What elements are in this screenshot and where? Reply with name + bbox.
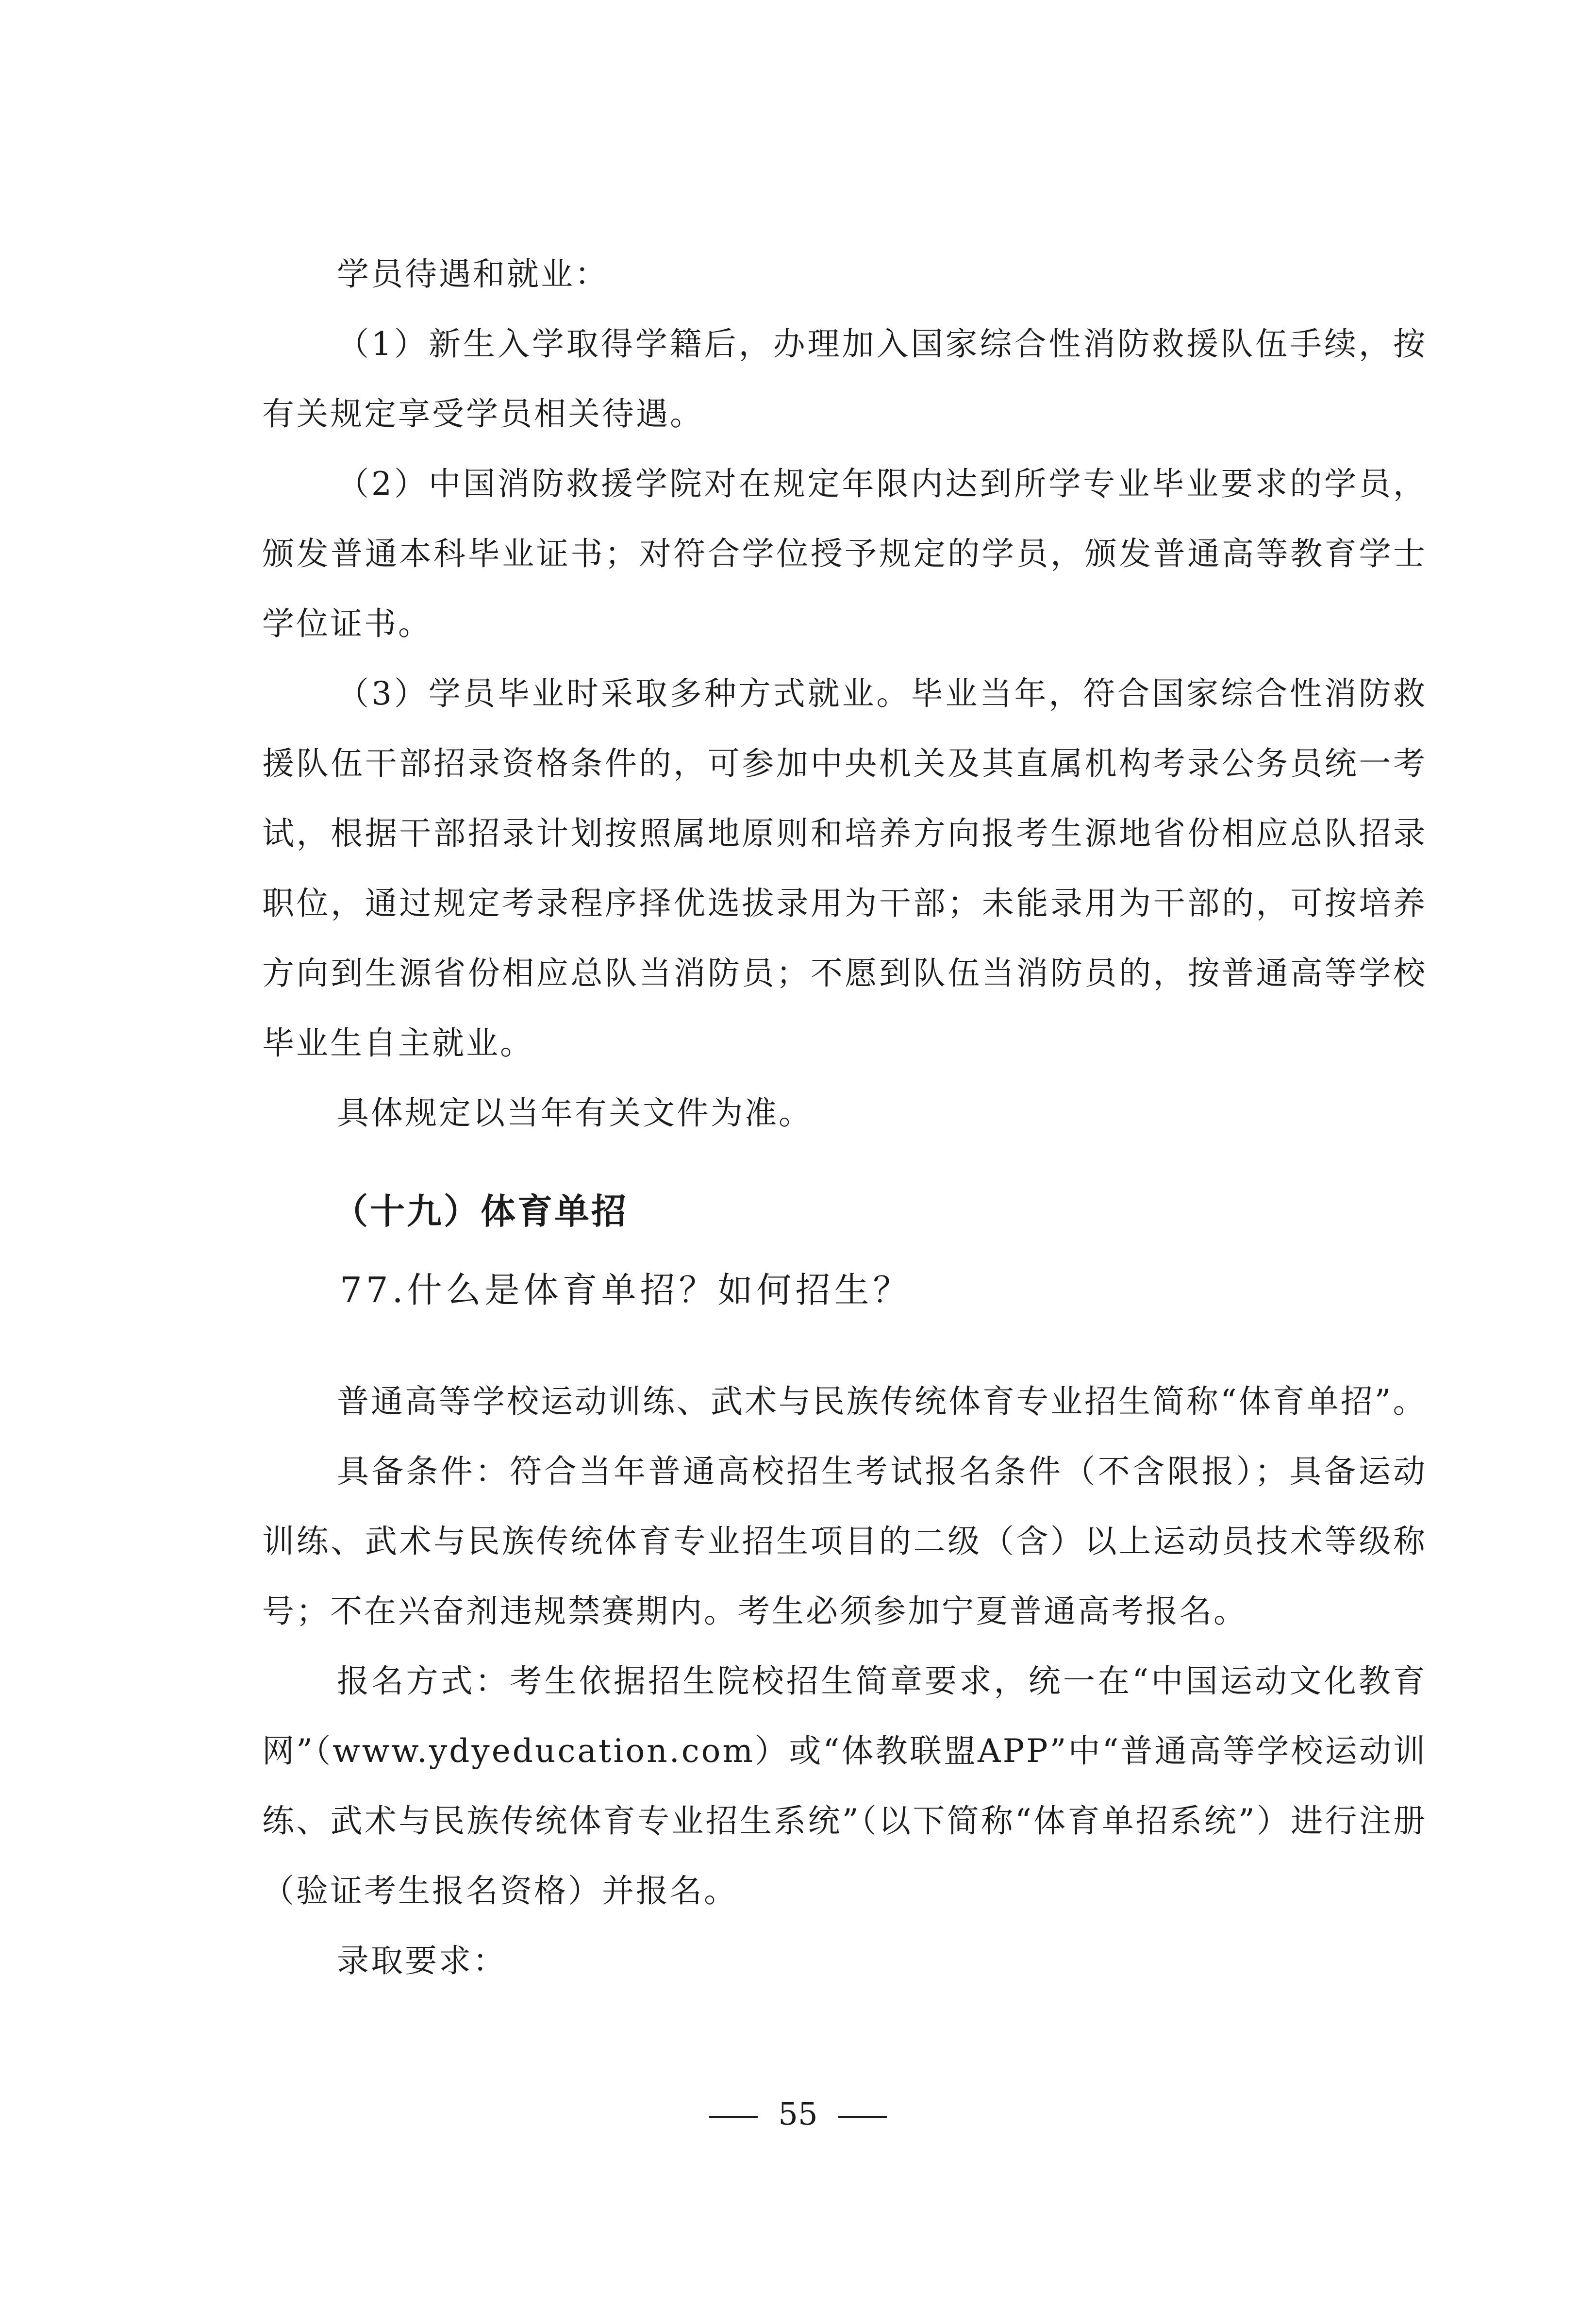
page-footer bbox=[0, 2090, 1596, 2139]
paragraph-admission-requirements: 录取要求： bbox=[337, 1942, 507, 1979]
paragraph-student-benefits-intro: 学员待遇和就业： bbox=[337, 255, 609, 293]
question-heading: 77.什么是体育单招？如何招生？ bbox=[340, 1270, 912, 1310]
section-heading: （十九）体育单招 bbox=[333, 1191, 629, 1232]
left-dash bbox=[709, 2116, 758, 2118]
paragraph-item-3: （3）学员毕业时采取多种方式就业。毕业当年，符合国家综合性消防救援队伍干部招录资格条件的，可参加中央机关及其直属机构考录公务员统一考试，根据干部招录计划按照属地原则和培养方向报考生源地省份相应总队招录职位，通过规定考录程序择优选拔录用为干部；未能录用为干部的，可按培养方向到生源省份相应总队当消防员；不愿到队伍当消防员的，按普通高等学校毕业生自主就业。 bbox=[262, 675, 1427, 1062]
body-text-block-1 bbox=[262, 239, 1427, 1148]
body-text-block-2 bbox=[262, 1367, 1427, 1996]
paragraph-definition: 普通高等学校运动训练、武术与民族传统体育专业招生简称“体育单招”。 bbox=[337, 1383, 1427, 1420]
page-number: 55 bbox=[778, 2096, 818, 2132]
paragraph-requirements: 具备条件：符合当年普通高校招生考试报名条件（不含限报）；具备运动训练、武术与民族传统体育专业招生项目的二级（含）以上运动员技术等级称号；不在兴奋剂违规禁赛期内。考生必须参加宁夏普通高考报名。 bbox=[262, 1453, 1427, 1630]
paragraph-registration: 报名方式：考生依据招生院校招生简章要求，统一在“中国运动文化教育网”（www.ydyeducation.com）或“体教联盟APP”中“普通高等学校运动训练、武术与民族传统体育专业招生系统”（以下简称“体育单招系统”）进行注册（验证考生报名资格）并报名。 bbox=[262, 1662, 1427, 1910]
paragraph-specific-rules: 具体规定以当年有关文件为准。 bbox=[337, 1094, 813, 1132]
paragraph-item-1: （1）新生入学取得学籍后，办理加入国家综合性消防救援队伍手续，按有关规定享受学员相关待遇。 bbox=[262, 325, 1427, 433]
right-dash bbox=[838, 2116, 887, 2118]
paragraph-item-2: （2）中国消防救援学院对在规定年限内达到所学专业毕业要求的学员，颁发普通本科毕业证书；对符合学位授予规定的学员，颁发普通高等教育学士学位证书。 bbox=[262, 465, 1427, 642]
